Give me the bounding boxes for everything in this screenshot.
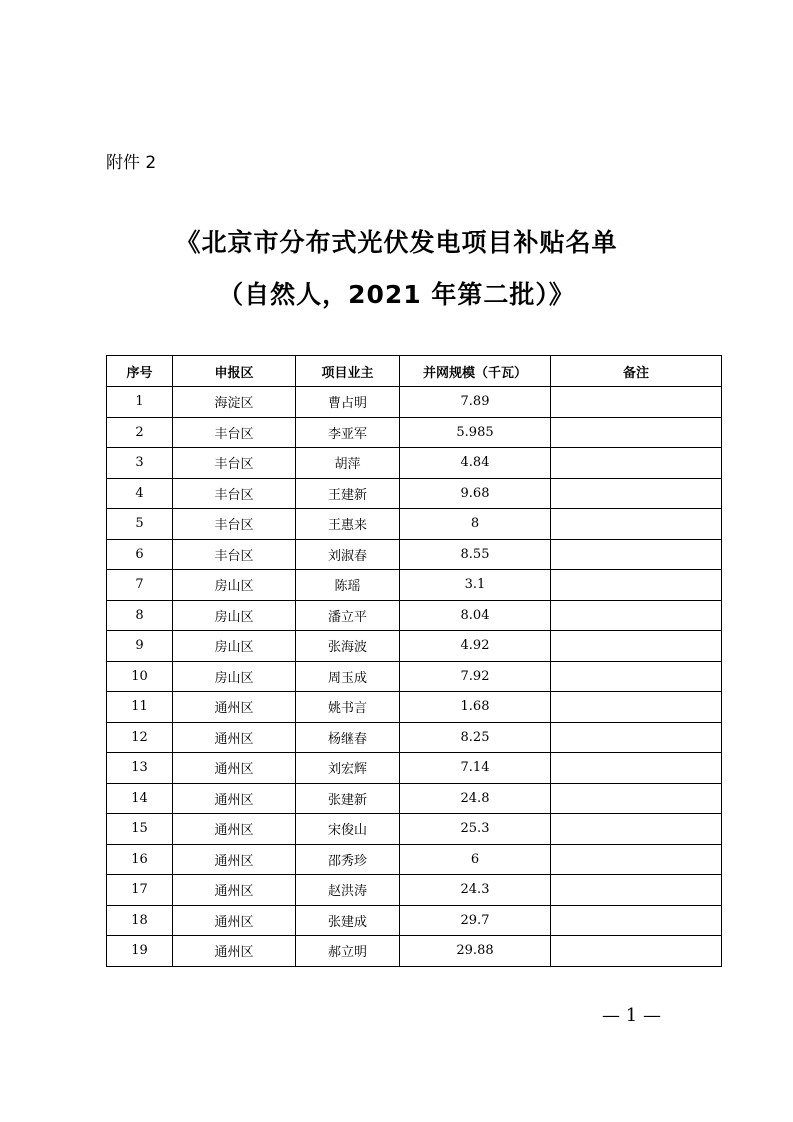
cell-remarks [551,936,722,967]
cell-grid-capacity: 7.89 [400,387,551,418]
cell-remarks [551,905,722,936]
table-row [107,936,722,967]
table-row [107,661,722,692]
cell-remarks [551,600,722,631]
header-district: 申报区 [173,356,296,387]
cell-district: 通州区 [173,844,296,875]
cell-district: 丰台区 [173,539,296,570]
cell-remarks [551,539,722,570]
cell-grid-capacity: 29.7 [400,905,551,936]
header-remarks: 备注 [551,356,722,387]
cell-remarks [551,875,722,906]
cell-serial-number: 18 [107,905,173,936]
cell-project-owner: 胡萍 [296,448,400,479]
table-row [107,814,722,845]
cell-district: 通州区 [173,905,296,936]
cell-remarks [551,783,722,814]
cell-district: 通州区 [173,936,296,967]
cell-serial-number: 6 [107,539,173,570]
cell-grid-capacity: 24.8 [400,783,551,814]
cell-project-owner: 陈瑶 [296,570,400,601]
cell-district: 房山区 [173,631,296,662]
cell-district: 通州区 [173,722,296,753]
subsidy-list-table [106,355,722,967]
table-row [107,692,722,723]
page-number: — 1 — [602,1005,661,1026]
table-row [107,905,722,936]
cell-serial-number: 1 [107,387,173,418]
cell-serial-number: 12 [107,722,173,753]
table-row [107,783,722,814]
cell-serial-number: 11 [107,692,173,723]
table-row [107,844,722,875]
cell-district: 丰台区 [173,417,296,448]
cell-serial-number: 8 [107,600,173,631]
cell-project-owner: 李亚军 [296,417,400,448]
table-row [107,539,722,570]
cell-remarks [551,448,722,479]
cell-serial-number: 5 [107,509,173,540]
table-row [107,722,722,753]
cell-serial-number: 10 [107,661,173,692]
table-row [107,448,722,479]
cell-grid-capacity: 4.92 [400,631,551,662]
cell-remarks [551,570,722,601]
cell-serial-number: 2 [107,417,173,448]
table-body [107,387,722,967]
cell-serial-number: 19 [107,936,173,967]
cell-project-owner: 张建成 [296,905,400,936]
cell-project-owner: 张海波 [296,631,400,662]
table-row [107,600,722,631]
cell-district: 通州区 [173,814,296,845]
cell-remarks [551,661,722,692]
cell-project-owner: 刘宏辉 [296,753,400,784]
cell-serial-number: 3 [107,448,173,479]
cell-remarks [551,722,722,753]
cell-remarks [551,509,722,540]
cell-grid-capacity: 7.92 [400,661,551,692]
cell-serial-number: 14 [107,783,173,814]
cell-serial-number: 13 [107,753,173,784]
cell-grid-capacity: 3.1 [400,570,551,601]
document-title-line-1: 《北京市分布式光伏发电项目补贴名单 [175,228,618,257]
cell-project-owner: 郝立明 [296,936,400,967]
header-serial-number: 序号 [107,356,173,387]
cell-grid-capacity: 8.55 [400,539,551,570]
cell-project-owner: 周玉成 [296,661,400,692]
cell-district: 房山区 [173,661,296,692]
table-row [107,631,722,662]
cell-district: 房山区 [173,600,296,631]
cell-district: 房山区 [173,570,296,601]
cell-remarks [551,478,722,509]
cell-project-owner: 赵洪涛 [296,875,400,906]
cell-serial-number: 17 [107,875,173,906]
table-header-row [107,356,722,387]
cell-grid-capacity: 4.84 [400,448,551,479]
cell-grid-capacity: 9.68 [400,478,551,509]
table-row [107,478,722,509]
cell-district: 通州区 [173,783,296,814]
cell-grid-capacity: 6 [400,844,551,875]
cell-project-owner: 曹占明 [296,387,400,418]
cell-project-owner: 刘淑春 [296,539,400,570]
table-row [107,570,722,601]
cell-grid-capacity: 8.04 [400,600,551,631]
cell-grid-capacity: 7.14 [400,753,551,784]
header-grid-capacity: 并网规模（千瓦） [400,356,551,387]
cell-project-owner: 潘立平 [296,600,400,631]
cell-project-owner: 宋俊山 [296,814,400,845]
cell-district: 丰台区 [173,478,296,509]
table-row [107,509,722,540]
cell-project-owner: 邵秀珍 [296,844,400,875]
cell-grid-capacity: 8 [400,509,551,540]
cell-grid-capacity: 5.985 [400,417,551,448]
cell-project-owner: 王惠来 [296,509,400,540]
cell-grid-capacity: 1.68 [400,692,551,723]
table-row [107,875,722,906]
document-title-line-2: （自然人，2021 年第二批）》 [218,280,575,309]
cell-district: 通州区 [173,875,296,906]
header-project-owner: 项目业主 [296,356,400,387]
cell-serial-number: 7 [107,570,173,601]
cell-project-owner: 杨继春 [296,722,400,753]
cell-district: 通州区 [173,753,296,784]
cell-serial-number: 4 [107,478,173,509]
attachment-label: 附件 2 [106,153,157,173]
cell-serial-number: 15 [107,814,173,845]
cell-project-owner: 姚书言 [296,692,400,723]
cell-grid-capacity: 25.3 [400,814,551,845]
cell-district: 通州区 [173,692,296,723]
cell-district: 海淀区 [173,387,296,418]
cell-district: 丰台区 [173,448,296,479]
cell-grid-capacity: 8.25 [400,722,551,753]
cell-remarks [551,631,722,662]
table-row [107,387,722,418]
cell-remarks [551,417,722,448]
cell-district: 丰台区 [173,509,296,540]
cell-grid-capacity: 29.88 [400,936,551,967]
cell-remarks [551,387,722,418]
table-row [107,417,722,448]
cell-grid-capacity: 24.3 [400,875,551,906]
cell-project-owner: 王建新 [296,478,400,509]
cell-remarks [551,692,722,723]
cell-remarks [551,844,722,875]
cell-serial-number: 16 [107,844,173,875]
table-row [107,753,722,784]
cell-project-owner: 张建新 [296,783,400,814]
cell-remarks [551,753,722,784]
cell-remarks [551,814,722,845]
cell-serial-number: 9 [107,631,173,662]
